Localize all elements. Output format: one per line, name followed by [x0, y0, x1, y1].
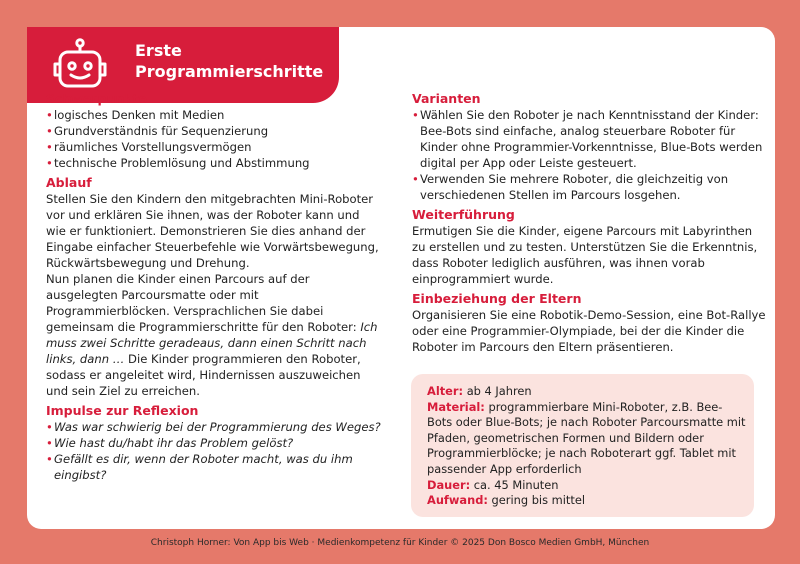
list-item — [46, 435, 381, 451]
eltern-text: Organisieren Sie eine Robotik-Demo-Session, eine Bot-Rallye oder eine Programmier-Olympiade, bei der die Kinder die Roboter im Parcours den Eltern präsentieren. — [412, 308, 766, 354]
info-material — [427, 400, 747, 478]
footer-copyright: Christoph Horner: Von App bis Web · Medienkompetenz für Kinder © 2025 Don Bosco Medien GmbH, München — [150, 538, 650, 548]
list-item: • räumliches Vorstellungsvermögen — [46, 139, 381, 155]
robot-icon — [49, 37, 111, 95]
section-schwerpunkte — [46, 91, 381, 171]
left-column — [46, 91, 381, 487]
title-line-2: Programmierschritte — [135, 62, 324, 81]
material-value: programmierbare Mini-Roboter, z.B. Bee-Bots oder Blue-Bots; je nach Roboter Parcoursmatte mit Pfaden, geometrischen Formen und Bildern oder Programmierblöcke; je nach Roboterart ggf. Tablet mit passender App erforderlich — [427, 399, 746, 476]
reflexion-list — [46, 419, 381, 483]
schwerpunkte-list — [46, 107, 381, 171]
section-eltern — [412, 291, 767, 355]
info-aufwand — [427, 493, 747, 509]
info-box-content — [427, 384, 747, 509]
alter-label: Alter: — [427, 384, 464, 398]
dauer-value: ca. 45 Minuten — [470, 477, 559, 492]
ablauf-paragraph-1: Stellen Sie den Kindern den mitgebrachten Mini-Roboter vor und erklären Sie ihnen, was der Roboter kann und wie er funktioniert. Demonstrieren Sie dies anhand der Eingabe einfacher Steuerbefehle wie Vorwärtsbewegung, Rückwärtsbewegung und Drehung. — [46, 192, 379, 270]
heading-eltern: Einbeziehung der Eltern — [412, 291, 582, 306]
list-item: • logisches Denken mit Medien — [46, 107, 381, 123]
section-weiterfuehrung — [412, 207, 767, 287]
list-item: • Verwenden Sie mehrere Roboter, die gleichzeitig von verschiedenen Stellen im Parcours losgehen. — [412, 171, 767, 203]
list-item — [46, 451, 381, 483]
reflexion-question: Was war schwierig bei der Programmierung des Weges? — [54, 420, 381, 434]
list-item: • Wählen Sie den Roboter je nach Kenntnisstand der Kinder: Bee-Bots sind einfache, analog steuerbare Roboter für Kinder ohne Programmier-Vorkenntnisse, Blue-Bots werden digital per App oder Leiste gesteuert. — [412, 107, 767, 171]
right-column — [412, 91, 767, 359]
heading-ablauf: Ablauf — [46, 175, 92, 190]
ablauf-p2-start: Nun planen die Kinder einen Parcours auf der ausgelegten Parcoursmatte oder mit Programmierblöcken. Versprachlichen Sie dabei gemeinsam die Programmierschritte für den Roboter: — [46, 272, 361, 334]
info-alter — [427, 384, 747, 400]
title-line-1: Erste — [135, 41, 182, 60]
reflexion-question: Gefällt es dir, wenn der Roboter macht, was du ihm eingibst? — [54, 452, 353, 482]
weiterfuehrung-text: Ermutigen Sie die Kinder, eigene Parcours mit Labyrinthen zu erstellen und zu testen. Unterstützen Sie die Erkenntnis, dass Roboter lediglich ausführen, was ihnen vorab einprogrammiert wurde. — [412, 224, 758, 286]
list-item: • Grundverständnis für Sequenzierung — [46, 123, 381, 139]
reflexion-question: Wie hast du/habt ihr das Problem gelöst? — [54, 436, 294, 450]
section-ablauf — [46, 175, 381, 399]
ablauf-paragraph-2 — [46, 271, 381, 399]
list-item — [46, 419, 381, 435]
ablauf-p2-quote: Ich muss zwei Schritte geradeaus, dann einen Schritt nach links, dann … — [46, 320, 378, 366]
alter-value: ab 4 Jahren — [463, 384, 532, 398]
material-label: Material: — [427, 399, 485, 414]
info-box — [411, 374, 754, 517]
ablauf-p2-end: Die Kinder programmieren den Roboter, sodass er angeleitet wird, Hindernissen auszuweichen und sein Ziel zu erreichen. — [46, 352, 361, 398]
varianten-list — [412, 107, 767, 203]
heading-varianten: Varianten — [412, 91, 481, 106]
heading-weiterfuehrung: Weiterführung — [412, 207, 515, 222]
section-varianten — [412, 91, 767, 203]
aufwand-label: Aufwand: — [427, 493, 488, 508]
info-dauer — [427, 478, 747, 494]
aufwand-value: gering bis mittel — [487, 493, 586, 508]
list-item: • technische Problemlösung und Abstimmung — [46, 155, 381, 171]
dauer-label: Dauer: — [427, 477, 471, 492]
heading-reflexion: Impulse zur Reflexion — [46, 403, 199, 418]
page-title — [135, 40, 323, 82]
heading-schwerpunkte: Schwerpunkte — [46, 91, 148, 106]
section-reflexion — [46, 403, 381, 483]
